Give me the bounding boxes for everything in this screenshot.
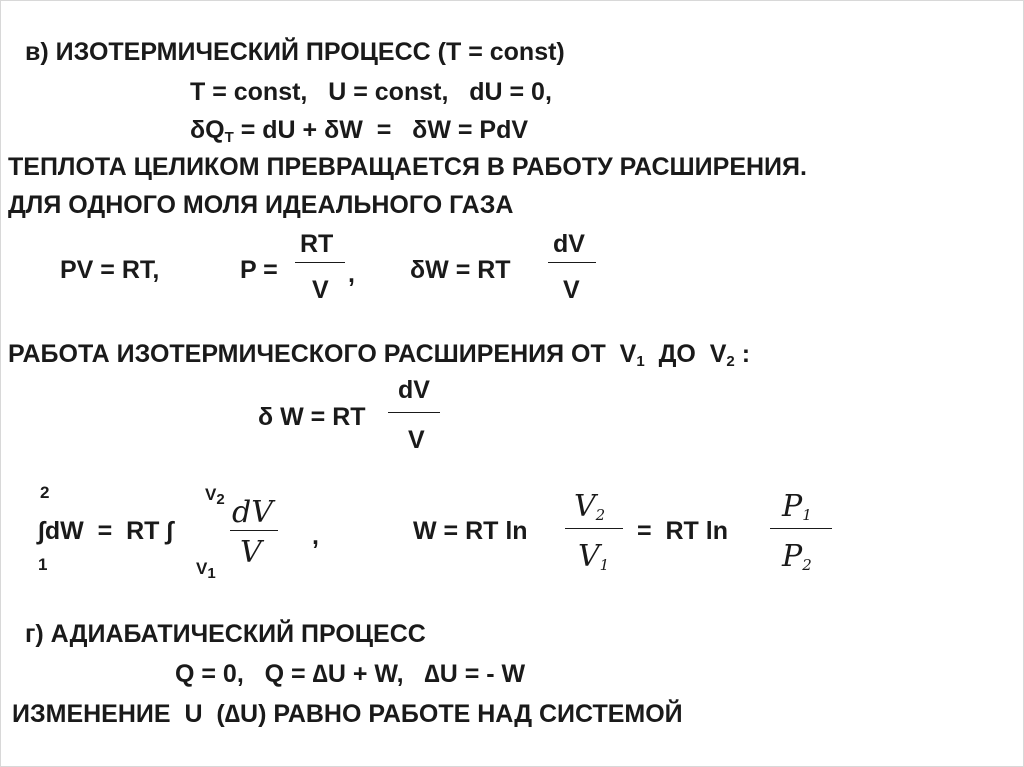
work-numerator: dV (553, 230, 585, 258)
work-heading-mid: ДО V (644, 340, 727, 368)
v-den: V (578, 539, 600, 574)
v-den-sub: 1 (599, 556, 610, 574)
pressure-ratio-denominator (782, 539, 812, 574)
integral-lower-v (196, 560, 216, 581)
lower-v-sub: 1 (207, 565, 216, 582)
conditions-line: T = const, U = const, dU = 0, (190, 78, 552, 106)
dw-formula-numerator: dV (398, 376, 430, 404)
integral-lower-limit: 1 (38, 555, 48, 574)
integral-upper-v (205, 486, 225, 507)
integral-lhs: ∫dW = RT ∫ (38, 517, 174, 545)
adiabatic-equations: Q = 0, Q = ∆U + W, ∆U = - W (175, 660, 526, 688)
work-denominator: V (563, 276, 580, 304)
heat-equation (190, 118, 528, 145)
p-num: P (782, 489, 803, 524)
heading-adiabatic: г) АДИАБАТИЧЕСКИЙ ПРОЦЕСС (25, 620, 426, 648)
work-eq: δW = RT (410, 256, 511, 284)
heat-eq-subscript: T (224, 129, 234, 146)
comma: , (348, 260, 355, 288)
pressure-ratio-numerator (782, 489, 812, 524)
work-heading-sub2: 2 (726, 353, 735, 370)
dw-formula-lhs: δ W = RT (258, 403, 366, 431)
v-num-sub: 2 (595, 506, 606, 524)
integral-numerator: dV (232, 495, 273, 530)
volume-ratio-numerator (574, 489, 606, 524)
statement-one-mole: ДЛЯ ОДНОГО МОЛЯ ИДЕАЛЬНОГО ГАЗА (8, 191, 514, 219)
work-heading-text: РАБОТА ИЗОТЕРМИЧЕСКОГО РАСШИРЕНИЯ ОТ V (8, 340, 637, 368)
integral-upper-limit: 2 (40, 483, 50, 502)
work-heading-end: : (734, 340, 751, 368)
result-lhs: W = RT ln (413, 517, 528, 545)
conclusion-line: ИЗМЕНЕНИЕ U (∆U) РАВНО РАБОТЕ НАД СИСТЕМОЙ (12, 700, 683, 728)
pressure-eq: P = (240, 256, 278, 284)
p-num-sub: 1 (802, 506, 812, 524)
pressure-denominator: V (312, 276, 329, 304)
lower-v: V (196, 559, 208, 578)
ideal-gas-law: PV = RT, (60, 256, 160, 284)
pressure-numerator: RT (300, 230, 334, 258)
heading-isothermal: в) ИЗОТЕРМИЧЕСКИЙ ПРОЦЕСС (T = const) (25, 38, 565, 66)
volume-ratio-bar (565, 528, 623, 529)
work-heading (8, 342, 750, 369)
result-equals: = RT ln (637, 517, 728, 545)
pressure-fraction-bar (295, 262, 345, 263)
integral-denominator: V (240, 535, 262, 570)
integral-fraction-bar (230, 530, 278, 531)
upper-v-sub: 2 (216, 491, 225, 508)
dw-formula-denominator: V (408, 426, 425, 454)
p-den: P (782, 539, 803, 574)
heat-eq-left: δQ (190, 116, 225, 144)
integral-comma: , (312, 522, 319, 550)
work-fraction-bar (548, 262, 596, 263)
v-num: V (574, 489, 596, 524)
p-den-sub: 2 (802, 556, 812, 574)
dw-formula-bar (388, 412, 440, 413)
statement-heat-to-work: ТЕПЛОТА ЦЕЛИКОМ ПРЕВРАЩАЕТСЯ В РАБОТУ РАСШИРЕНИЯ. (8, 153, 807, 181)
pressure-ratio-bar (770, 528, 832, 529)
volume-ratio-denominator (578, 539, 610, 574)
upper-v: V (205, 485, 217, 504)
work-heading-sub1: 1 (636, 353, 645, 370)
heat-eq-right: = dU + δW = δW = PdV (233, 116, 529, 144)
